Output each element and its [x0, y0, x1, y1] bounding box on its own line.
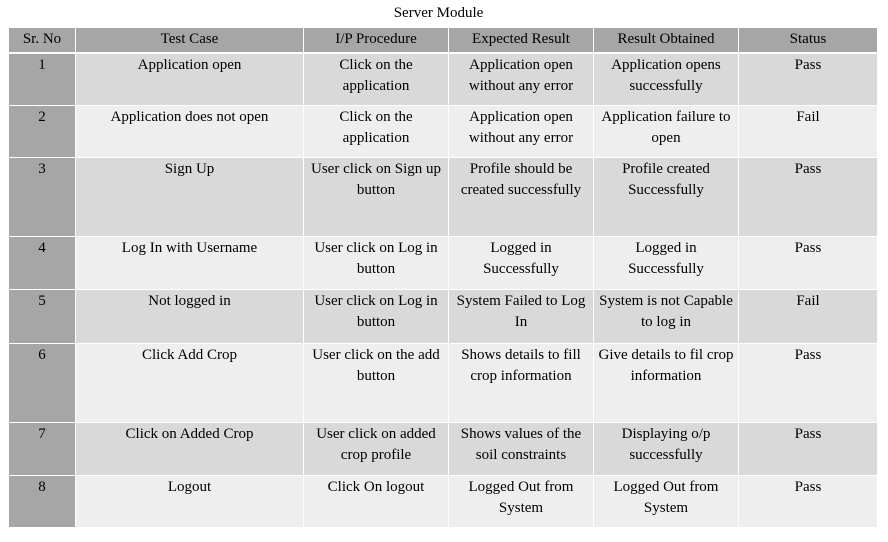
table-row — [9, 237, 877, 290]
cell-sr-no: 3 — [9, 158, 75, 237]
table-row — [9, 106, 877, 158]
header-row — [9, 28, 877, 54]
cell-status: Fail — [738, 290, 877, 344]
cell-sr-no: 7 — [9, 423, 75, 476]
cell-test-case: Log In with Username — [75, 237, 303, 290]
cell-expected-result: Logged Out from System — [448, 476, 593, 528]
cell-result-obtained: Application failure to open — [593, 106, 738, 158]
cell-sr-no: 4 — [9, 237, 75, 290]
cell-status: Pass — [738, 423, 877, 476]
cell-ip-procedure: User click on Log in button — [303, 290, 448, 344]
cell-sr-no: 1 — [9, 54, 75, 106]
cell-sr-no: 2 — [9, 106, 75, 158]
table-row — [9, 290, 877, 344]
table-row — [9, 344, 877, 423]
table-row — [9, 476, 877, 528]
cell-expected-result: System Failed to Log In — [448, 290, 593, 344]
cell-test-case: Sign Up — [75, 158, 303, 237]
header-status: Status — [738, 28, 877, 54]
cell-ip-procedure: User click on Sign up button — [303, 158, 448, 237]
cell-ip-procedure: User click on added crop profile — [303, 423, 448, 476]
cell-result-obtained: Give details to fil crop information — [593, 344, 738, 423]
cell-ip-procedure: Click on the application — [303, 54, 448, 106]
cell-result-obtained: Logged Out from System — [593, 476, 738, 528]
cell-status: Pass — [738, 54, 877, 106]
cell-sr-no: 8 — [9, 476, 75, 528]
cell-test-case: Click on Added Crop — [75, 423, 303, 476]
table-row — [9, 158, 877, 237]
cell-test-case: Click Add Crop — [75, 344, 303, 423]
cell-sr-no: 5 — [9, 290, 75, 344]
cell-result-obtained: Logged in Successfully — [593, 237, 738, 290]
cell-test-case: Not logged in — [75, 290, 303, 344]
cell-test-case: Application open — [75, 54, 303, 106]
header-sr-no: Sr. No — [9, 28, 75, 54]
cell-status: Pass — [738, 158, 877, 237]
table-row — [9, 54, 877, 106]
cell-ip-procedure: User click on Log in button — [303, 237, 448, 290]
cell-expected-result: Application open without any error — [448, 54, 593, 106]
cell-result-obtained: Application opens successfully — [593, 54, 738, 106]
header-ip-procedure: I/P Procedure — [303, 28, 448, 54]
header-result-obtained: Result Obtained — [593, 28, 738, 54]
cell-ip-procedure: User click on the add button — [303, 344, 448, 423]
cell-sr-no: 6 — [9, 344, 75, 423]
cell-expected-result: Logged in Successfully — [448, 237, 593, 290]
header-expected-result: Expected Result — [448, 28, 593, 54]
cell-result-obtained: System is not Capable to log in — [593, 290, 738, 344]
cell-expected-result: Shows values of the soil constraints — [448, 423, 593, 476]
cell-status: Pass — [738, 344, 877, 423]
cell-result-obtained: Profile created Successfully — [593, 158, 738, 237]
cell-status: Fail — [738, 106, 877, 158]
cell-ip-procedure: Click on the application — [303, 106, 448, 158]
cell-status: Pass — [738, 476, 877, 528]
cell-status: Pass — [738, 237, 877, 290]
header-test-case: Test Case — [75, 28, 303, 54]
cell-test-case: Application does not open — [75, 106, 303, 158]
cell-expected-result: Shows details to fill crop information — [448, 344, 593, 423]
cell-ip-procedure: Click On logout — [303, 476, 448, 528]
table-row — [9, 423, 877, 476]
cell-result-obtained: Displaying o/p successfully — [593, 423, 738, 476]
table-title: Server Module — [393, 5, 484, 21]
cell-expected-result: Profile should be created successfully — [448, 158, 593, 237]
cell-test-case: Logout — [75, 476, 303, 528]
test-case-table — [9, 28, 877, 528]
cell-expected-result: Application open without any error — [448, 106, 593, 158]
